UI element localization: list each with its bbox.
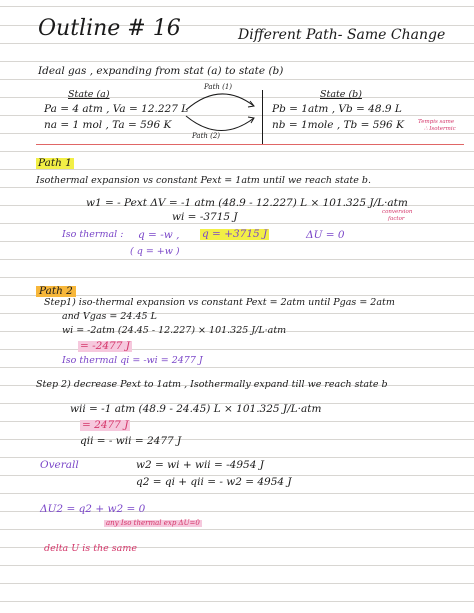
red-rule xyxy=(36,144,464,145)
path1-work-eq: w1 = - Pext ΔV = -1 atm (48.9 - 12.227) L × 101.325 J/L·atm xyxy=(86,197,408,209)
path1-q-eq: q = -w , xyxy=(138,229,180,241)
path1-delta-u: ΔU = 0 xyxy=(306,229,345,241)
state-a-line1: Pa = 4 atm , Va = 12.227 L xyxy=(44,103,189,115)
path2-delta-u-note: any Iso thermal exp ΔU=0 xyxy=(106,519,200,527)
path1-heading: Path 1 xyxy=(38,157,72,169)
step2-result: = 2477 J xyxy=(82,419,129,431)
state-b-line1: Pb = 1atm , Vb = 48.9 L xyxy=(272,103,402,115)
intro-line: Ideal gas , expanding from stat (a) to state (b) xyxy=(38,65,284,77)
state-a-label: State (a) xyxy=(68,89,110,100)
conversion-note1: conversion xyxy=(382,209,413,215)
path1-q-result: q = +3715 J xyxy=(202,228,268,240)
state-a-line2: na = 1 mol , Ta = 596 K xyxy=(44,119,172,131)
step2-q: qii = - wii = 2477 J xyxy=(80,435,182,447)
path1-work-result: wi = -3715 J xyxy=(172,211,238,223)
path1-iso-label: Iso thermal : xyxy=(62,229,124,240)
state-b-note2: ∴ Isotermic xyxy=(424,126,456,132)
state-b-note1: Tempis same xyxy=(418,119,455,125)
footer-note: delta U is the same xyxy=(44,543,137,554)
state-b-line2: nb = 1mole , Tb = 596 K xyxy=(272,119,404,131)
state-b-label: State (b) xyxy=(320,89,362,100)
step1-line2: and Vgas = 24.45 L xyxy=(62,311,157,322)
path2-diagram-label: Path (2) xyxy=(192,132,221,140)
conversion-note2: factor xyxy=(388,216,405,222)
step1-work: wi = -2atm (24.45 - 12.227) × 101.325 J/L·atm xyxy=(62,325,287,336)
page-title: Outline # 16 xyxy=(38,16,181,41)
step1-line1: Step1) iso-thermal expansion vs constant Pext = 2atm until Pgas = 2atm xyxy=(44,297,395,308)
step2-work: wii = -1 atm (48.9 - 24.45) L × 101.325 J/L·atm xyxy=(70,403,322,415)
step1-iso: Iso thermal qi = -wi = 2477 J xyxy=(62,355,203,366)
step1-result: = -2477 J xyxy=(80,340,130,352)
step2-line1: Step 2) decrease Pext to 1atm , Isothermally expand till we reach state b xyxy=(36,379,388,390)
path1-q-sub: ( q = +w ) xyxy=(130,246,180,257)
path2-delta-u: ΔU2 = q2 + w2 = 0 xyxy=(40,503,146,515)
overall-q: q2 = qi + qii = - w2 = 4954 J xyxy=(136,476,292,488)
path1-description: Isothermal expansion vs constant Pext = 1atm until we reach state b. xyxy=(36,175,371,186)
path1-diagram-label: Path (1) xyxy=(204,83,233,91)
page-subtitle: Different Path- Same Change xyxy=(238,27,446,43)
state-divider xyxy=(262,90,263,144)
overall-label: Overall xyxy=(40,459,79,471)
overall-w: w2 = wi + wii = -4954 J xyxy=(136,459,264,471)
path2-heading: Path 2 xyxy=(36,286,76,297)
